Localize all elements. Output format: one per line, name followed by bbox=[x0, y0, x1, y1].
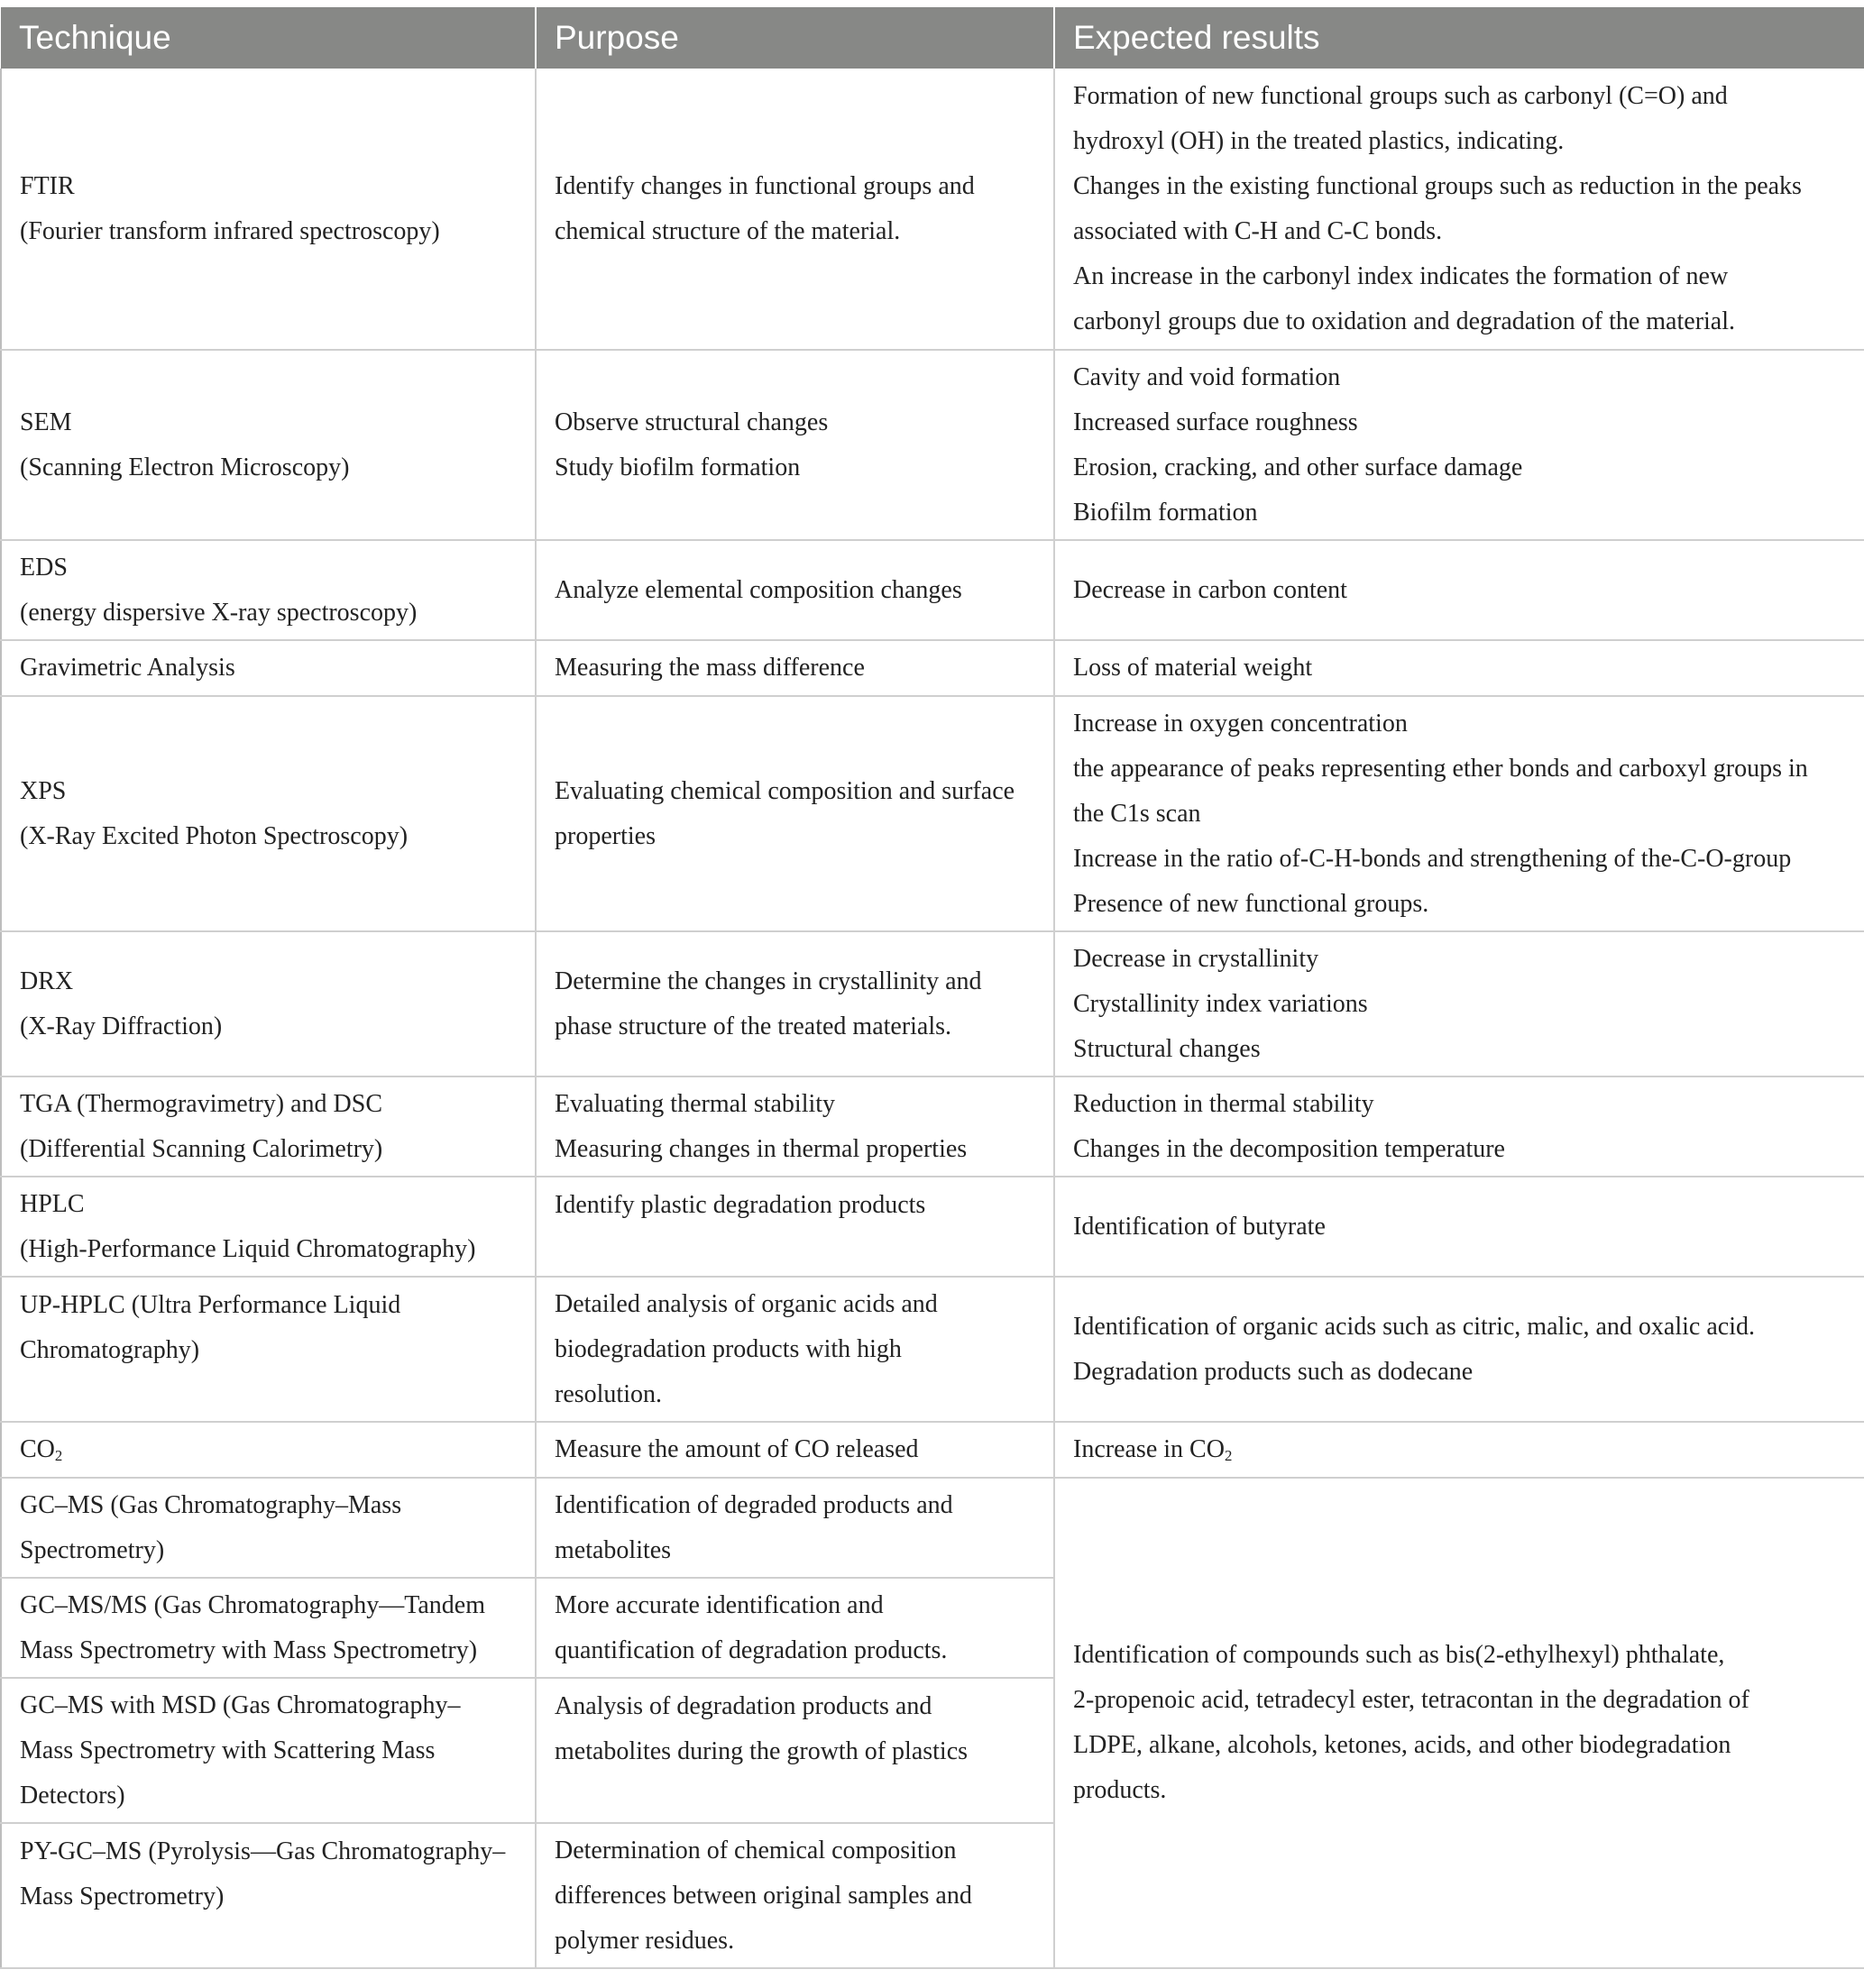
table-row bbox=[1, 1277, 1864, 1422]
technique-line: DRX bbox=[20, 967, 74, 995]
purpose-line: Identification of degraded products and bbox=[555, 1490, 953, 1519]
results-line: Identification of compounds such as bis(2-ethylhexyl) phthalate, bbox=[1073, 1641, 1725, 1669]
purpose-cell bbox=[536, 1422, 1054, 1478]
technique-line: TGA (Thermogravimetry) and DSC bbox=[20, 1089, 383, 1118]
results-line: Decrease in crystallinity bbox=[1073, 944, 1319, 973]
co2-text: CO bbox=[20, 1435, 55, 1463]
technique-line: Spectrometry) bbox=[20, 1535, 165, 1564]
results-line: products. bbox=[1073, 1776, 1167, 1804]
results-cell bbox=[1054, 1277, 1864, 1422]
results-cell-shared bbox=[1054, 1478, 1864, 1968]
purpose-line: biodegradation products with high bbox=[555, 1334, 902, 1363]
technique-cell bbox=[1, 1478, 536, 1578]
results-line: Changes in the existing functional groups such as reduction in the peaks bbox=[1073, 171, 1802, 200]
purpose-line: More accurate identification and bbox=[555, 1590, 884, 1619]
purpose-line: resolution. bbox=[555, 1379, 662, 1408]
results-line: Biofilm formation bbox=[1073, 498, 1258, 527]
table-body bbox=[1, 69, 1864, 1968]
technique-line: (Fourier transform infrared spectroscopy) bbox=[20, 216, 440, 245]
results-line: Increase in the ratio of-C-H-bonds and strengthening of the-C-O-group bbox=[1073, 844, 1792, 873]
technique-cell bbox=[1, 1076, 536, 1177]
technique-line: GC–MS (Gas Chromatography–Mass bbox=[20, 1490, 402, 1519]
results-line: the C1s scan bbox=[1073, 799, 1201, 828]
purpose-line: properties bbox=[555, 821, 656, 850]
purpose-cell bbox=[536, 1076, 1054, 1177]
purpose-line: Evaluating thermal stability bbox=[555, 1089, 836, 1118]
co2-results-subscript: 2 bbox=[1224, 1447, 1233, 1465]
purpose-line: metabolites during the growth of plastics bbox=[555, 1737, 969, 1765]
technique-line: SEM bbox=[20, 408, 72, 436]
purpose-cell bbox=[536, 350, 1054, 540]
purpose-line: Measuring changes in thermal properties bbox=[555, 1134, 968, 1163]
purpose-cell bbox=[536, 931, 1054, 1076]
results-line: Structural changes bbox=[1073, 1034, 1261, 1063]
purpose-line: Evaluating chemical composition and surface bbox=[555, 776, 1015, 805]
results-cell bbox=[1054, 350, 1864, 540]
results-line: Decrease in carbon content bbox=[1073, 575, 1347, 604]
results-line: LDPE, alkane, alcohols, ketones, acids, and other biodegradation bbox=[1073, 1731, 1731, 1759]
technique-line: PY-GC–MS (Pyrolysis—Gas Chromatography– bbox=[20, 1837, 506, 1865]
purpose-line: Analysis of degradation products and bbox=[555, 1692, 932, 1720]
technique-line bbox=[20, 1427, 517, 1472]
results-line: associated with C-H and C-C bonds. bbox=[1073, 216, 1443, 245]
technique-cell bbox=[1, 696, 536, 931]
purpose-line: chemical structure of the material. bbox=[555, 216, 901, 245]
techniques-table bbox=[0, 7, 1864, 1969]
technique-cell bbox=[1, 69, 536, 350]
technique-line: (Scanning Electron Microscopy) bbox=[20, 453, 350, 481]
technique-line: (Differential Scanning Calorimetry) bbox=[20, 1134, 383, 1163]
technique-line: HPLC bbox=[20, 1189, 85, 1218]
results-line: Increased surface roughness bbox=[1073, 408, 1358, 436]
results-cell bbox=[1054, 69, 1864, 350]
results-line: Increase in oxygen concentration bbox=[1073, 709, 1408, 737]
technique-line: Mass Spectrometry with Mass Spectrometry) bbox=[20, 1635, 478, 1664]
purpose-cell bbox=[536, 1478, 1054, 1578]
purpose-line: Identify plastic degradation products bbox=[555, 1191, 926, 1219]
table-row bbox=[1, 1177, 1864, 1277]
purpose-cell bbox=[536, 1578, 1054, 1678]
purpose-line: Analyze elemental composition changes bbox=[555, 575, 962, 604]
purpose-cell bbox=[536, 540, 1054, 640]
header-row bbox=[1, 7, 1864, 69]
results-line bbox=[1073, 1427, 1846, 1472]
technique-line: (High-Performance Liquid Chromatography) bbox=[20, 1234, 476, 1263]
purpose-line: Determination of chemical composition bbox=[555, 1836, 957, 1864]
table-row bbox=[1, 1422, 1864, 1478]
technique-line: FTIR bbox=[20, 171, 75, 200]
technique-line: XPS bbox=[20, 776, 67, 805]
technique-line: GC–MS/MS (Gas Chromatography—Tandem bbox=[20, 1590, 486, 1619]
technique-cell bbox=[1, 350, 536, 540]
technique-line: Chromatography) bbox=[20, 1336, 200, 1364]
technique-cell bbox=[1, 1578, 536, 1678]
technique-line: (X-Ray Excited Photon Spectroscopy) bbox=[20, 821, 409, 850]
results-line: Reduction in thermal stability bbox=[1073, 1089, 1374, 1118]
co2-results-text: Increase in CO bbox=[1073, 1435, 1225, 1463]
technique-line: (energy dispersive X-ray spectroscopy) bbox=[20, 598, 418, 627]
purpose-cell bbox=[536, 1177, 1054, 1277]
table-row bbox=[1, 350, 1864, 540]
purpose-cell bbox=[536, 1678, 1054, 1823]
technique-line: Gravimetric Analysis bbox=[20, 654, 235, 682]
results-cell bbox=[1054, 540, 1864, 640]
header-purpose: Purpose bbox=[536, 7, 1054, 69]
technique-cell bbox=[1, 1823, 536, 1968]
purpose-line: Measuring the mass difference bbox=[555, 654, 865, 682]
results-line: Formation of new functional groups such as carbonyl (C=O) and bbox=[1073, 81, 1728, 110]
purpose-line: quantification of degradation products. bbox=[555, 1635, 948, 1664]
purpose-cell bbox=[536, 640, 1054, 696]
results-cell bbox=[1054, 1422, 1864, 1478]
purpose-line: phase structure of the treated materials. bbox=[555, 1012, 952, 1040]
results-line: the appearance of peaks representing ether bonds and carboxyl groups in bbox=[1073, 754, 1808, 783]
table-row bbox=[1, 69, 1864, 350]
technique-line: GC–MS with MSD (Gas Chromatography– bbox=[20, 1690, 461, 1719]
co2-subscript: 2 bbox=[54, 1447, 63, 1465]
header-expected-results: Expected results bbox=[1054, 7, 1864, 69]
technique-cell bbox=[1, 1422, 536, 1478]
results-line: Degradation products such as dodecane bbox=[1073, 1357, 1474, 1386]
results-line: Identification of butyrate bbox=[1073, 1212, 1326, 1241]
table-row bbox=[1, 696, 1864, 931]
results-line: Crystallinity index variations bbox=[1073, 989, 1368, 1018]
purpose-line: Study biofilm formation bbox=[555, 453, 801, 481]
technique-line: Detectors) bbox=[20, 1781, 125, 1809]
table-row bbox=[1, 931, 1864, 1076]
purpose-line: Detailed analysis of organic acids and bbox=[555, 1289, 938, 1318]
technique-line: EDS bbox=[20, 553, 68, 582]
purpose-line: metabolites bbox=[555, 1535, 672, 1564]
purpose-line: polymer residues. bbox=[555, 1926, 735, 1955]
table-row bbox=[1, 540, 1864, 640]
purpose-line: Observe structural changes bbox=[555, 408, 829, 436]
technique-line: Mass Spectrometry with Scattering Mass bbox=[20, 1736, 436, 1764]
results-cell bbox=[1054, 1177, 1864, 1277]
table-row bbox=[1, 1478, 1864, 1578]
results-line: carbonyl groups due to oxidation and degradation of the material. bbox=[1073, 307, 1736, 335]
results-cell bbox=[1054, 696, 1864, 931]
technique-cell bbox=[1, 1678, 536, 1823]
technique-line: UP-HPLC (Ultra Performance Liquid bbox=[20, 1291, 401, 1319]
results-cell bbox=[1054, 1076, 1864, 1177]
results-line: Identification of organic acids such as citric, malic, and oxalic acid. bbox=[1073, 1312, 1755, 1341]
purpose-cell bbox=[536, 69, 1054, 350]
table-row bbox=[1, 640, 1864, 696]
results-cell bbox=[1054, 640, 1864, 696]
purpose-cell bbox=[536, 1277, 1054, 1422]
purpose-cell bbox=[536, 1823, 1054, 1968]
table-header bbox=[1, 7, 1864, 69]
results-line: Erosion, cracking, and other surface damage bbox=[1073, 453, 1523, 481]
technique-cell bbox=[1, 640, 536, 696]
results-line: An increase in the carbonyl index indicates the formation of new bbox=[1073, 261, 1729, 290]
table-row bbox=[1, 1076, 1864, 1177]
purpose-cell bbox=[536, 696, 1054, 931]
results-line: hydroxyl (OH) in the treated plastics, indicating. bbox=[1073, 126, 1565, 155]
results-line: Presence of new functional groups. bbox=[1073, 889, 1429, 918]
technique-line: (X-Ray Diffraction) bbox=[20, 1012, 223, 1040]
technique-cell bbox=[1, 1177, 536, 1277]
technique-cell bbox=[1, 1277, 536, 1422]
results-line: Cavity and void formation bbox=[1073, 362, 1341, 391]
purpose-line: differences between original samples and bbox=[555, 1881, 972, 1910]
technique-line: Mass Spectrometry) bbox=[20, 1883, 225, 1910]
header-technique: Technique bbox=[1, 7, 536, 69]
technique-cell bbox=[1, 540, 536, 640]
purpose-line: Measure the amount of CO released bbox=[555, 1435, 919, 1463]
results-cell bbox=[1054, 931, 1864, 1076]
purpose-line: Identify changes in functional groups and bbox=[555, 171, 975, 200]
results-line: Changes in the decomposition temperature bbox=[1073, 1134, 1505, 1163]
technique-cell bbox=[1, 931, 536, 1076]
results-line: Loss of material weight bbox=[1073, 654, 1313, 682]
purpose-line: Determine the changes in crystallinity and bbox=[555, 967, 982, 995]
results-line: 2-propenoic acid, tetradecyl ester, tetracontan in the degradation of bbox=[1073, 1686, 1749, 1714]
